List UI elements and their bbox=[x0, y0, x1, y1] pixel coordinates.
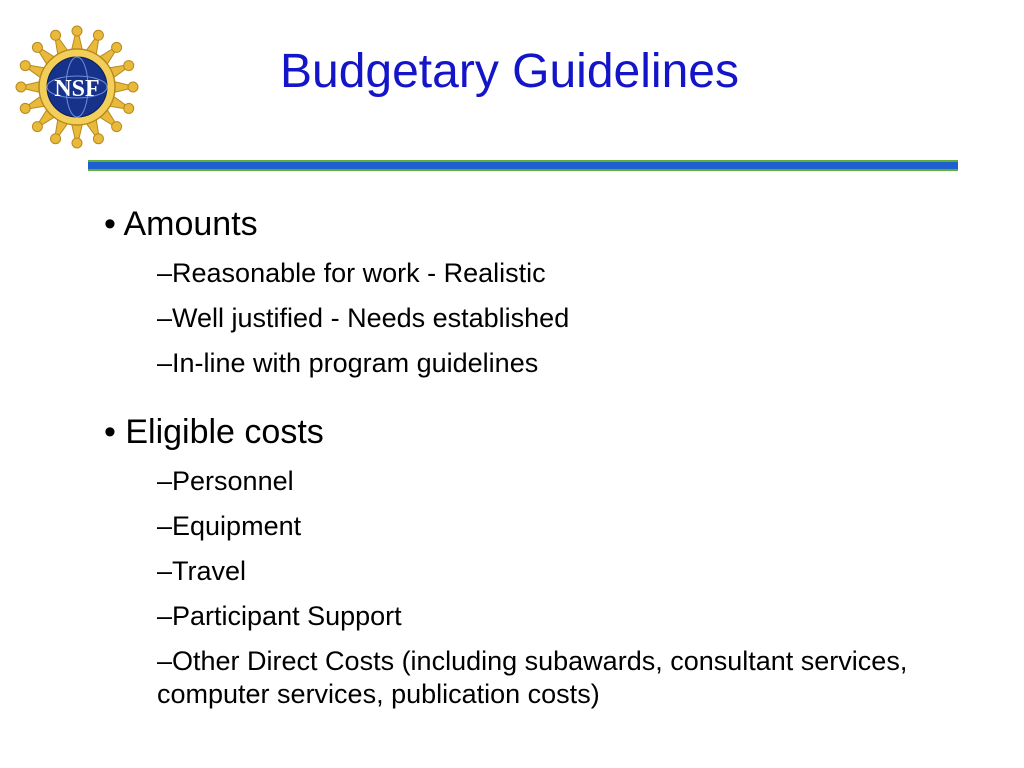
sub-item-other-direct-costs: –Other Direct Costs (including subawards, consultant services, computer services, publication costs) bbox=[157, 646, 908, 709]
logo-text: NSF bbox=[54, 76, 100, 102]
nsf-seal-icon bbox=[14, 24, 140, 150]
sub-item-inline: –In-line with program guidelines bbox=[157, 348, 539, 378]
slide-title: Budgetary Guidelines bbox=[280, 45, 739, 98]
sub-item-travel: –Travel bbox=[157, 556, 247, 586]
sub-item-equipment: –Equipment bbox=[157, 511, 302, 541]
sub-item-reasonable: –Reasonable for work - Realistic bbox=[157, 258, 546, 288]
sub-item-personnel: –Personnel bbox=[157, 466, 294, 496]
bullet-eligible-costs: • Eligible costs bbox=[104, 413, 324, 451]
title-divider bbox=[88, 160, 958, 171]
sub-item-justified: –Well justified - Needs established bbox=[157, 303, 570, 333]
nsf-logo bbox=[14, 24, 140, 150]
bullet-amounts: • Amounts bbox=[104, 205, 258, 243]
sub-item-participant-support: –Participant Support bbox=[157, 601, 402, 631]
